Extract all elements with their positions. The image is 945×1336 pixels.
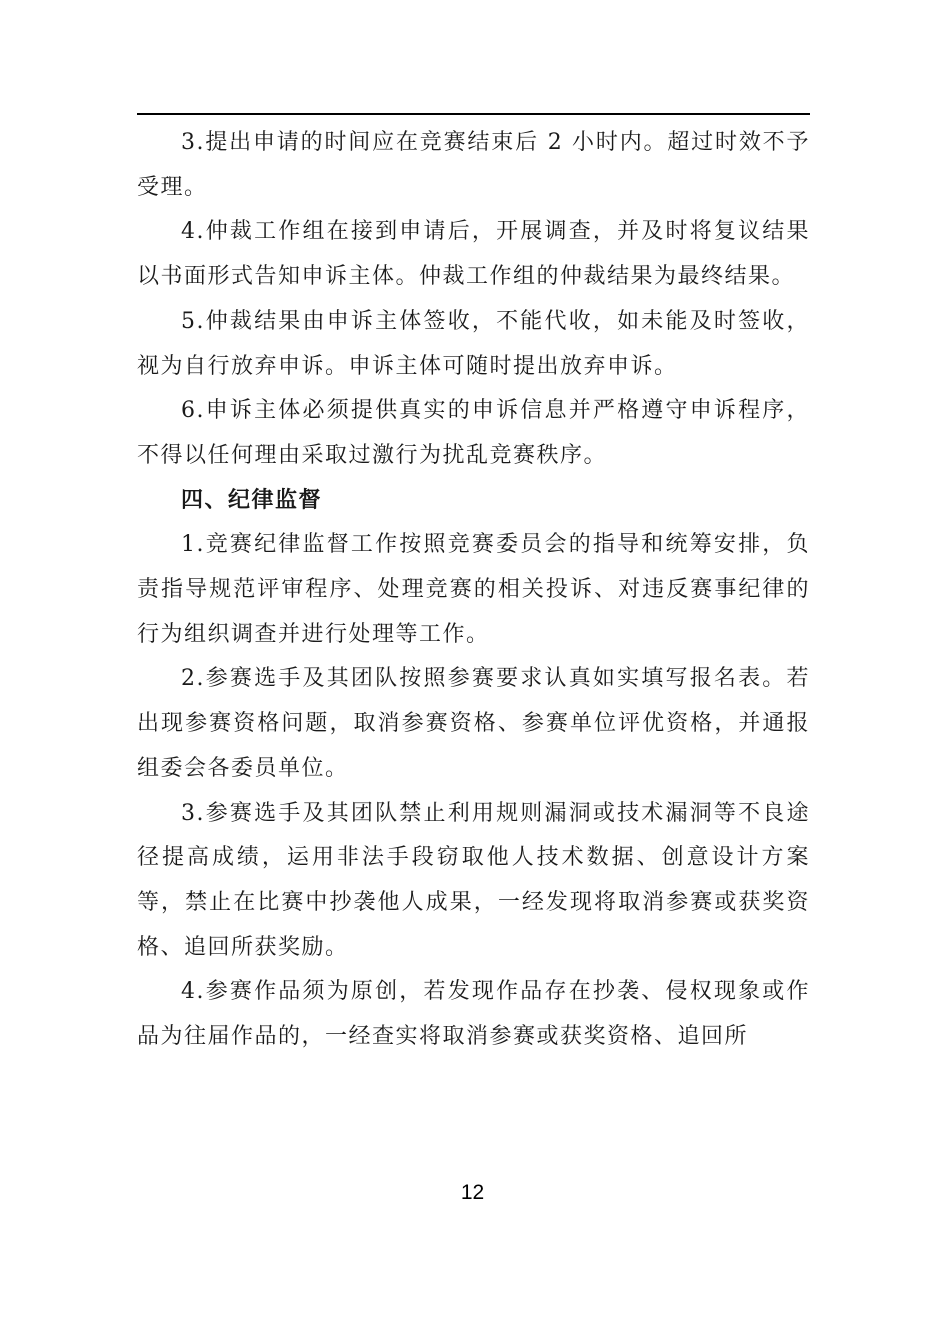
header-rule <box>137 113 810 115</box>
paragraph-appeal-6: 6.申诉主体必须提供真实的申诉信息并严格遵守申诉程序，不得以任何理由采取过激行为扰乱竞赛秩序。 <box>137 398 810 468</box>
page-number: 12 <box>460 1181 485 1204</box>
page-body <box>137 121 810 1060</box>
paragraph-appeal-5: 5.仲裁结果由申诉主体签收，不能代收，如未能及时签收，视为自行放弃申诉。申诉主体可随时提出放弃申诉。 <box>137 308 810 379</box>
paragraph-discipline-3: 3.参赛选手及其团队禁止利用规则漏洞或技术漏洞等不良途径提高成绩，运用非法手段窃取他人技术数据、创意设计方案等，禁止在比赛中抄袭他人成果，一经发现将取消参赛或获奖资格、追回所获奖励。 <box>137 800 810 960</box>
paragraph-discipline-1: 1.竞赛纪律监督工作按照竞赛委员会的指导和统筹安排，负责指导规范评审程序、处理竞赛的相关投诉、对违反赛事纪律的行为组织调查并进行处理等工作。 <box>137 532 810 647</box>
paragraph-discipline-2: 2.参赛选手及其团队按照参赛要求认真如实填写报名表。若出现参赛资格问题，取消参赛资格、参赛单位评优资格，并通报组委会各委员单位。 <box>137 666 810 781</box>
section-heading-discipline: 四、纪律监督 <box>181 487 323 513</box>
paragraph-appeal-4: 4.仲裁工作组在接到申请后，开展调查，并及时将复议结果以书面形式告知申诉主体。仲裁工作组的仲裁结果为最终结果。 <box>137 219 810 290</box>
paragraph-appeal-3: 3.提出申请的时间应在竞赛结束后 2 小时内。超过时效不予受理。 <box>137 130 810 200</box>
paragraph-discipline-4: 4.参赛作品须为原创，若发现作品存在抄袭、侵权现象或作品为往届作品的，一经查实将取消参赛或获奖资格、追回所 <box>137 979 810 1050</box>
